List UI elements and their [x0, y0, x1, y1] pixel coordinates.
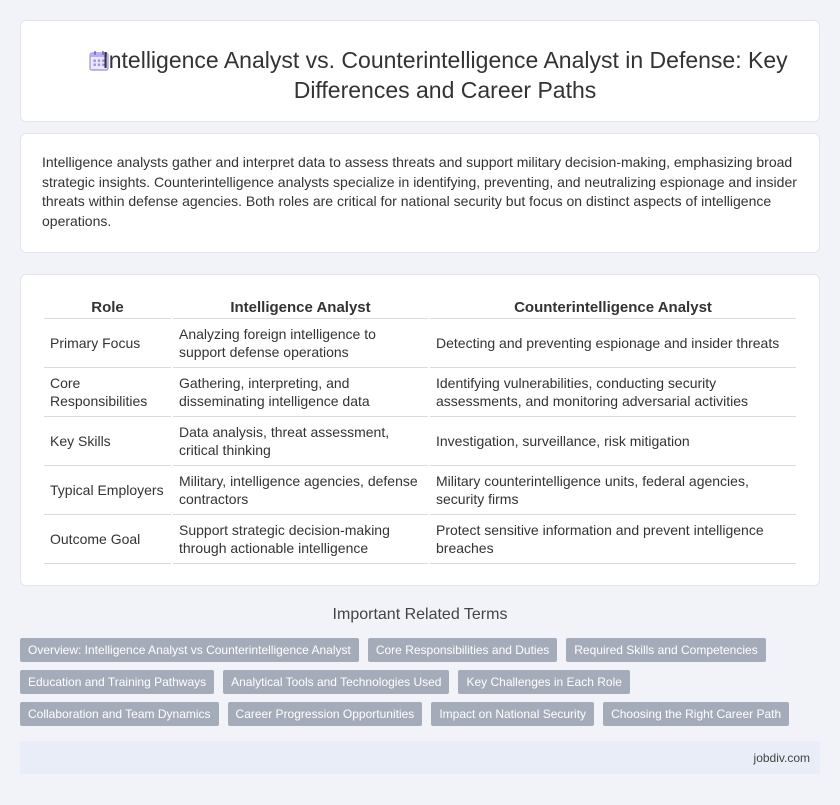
related-term-tag[interactable]: Choosing the Right Career Path [603, 702, 789, 726]
column-header-role: Role [44, 295, 171, 319]
table-cell: Protect sensitive information and prevent intelligence breaches [430, 515, 796, 564]
related-term-tag[interactable]: Collaboration and Team Dynamics [20, 702, 219, 726]
table-cell: Gathering, interpreting, and disseminating intelligence data [173, 368, 428, 417]
comparison-table [42, 295, 798, 564]
footer [20, 741, 820, 774]
table-row [44, 515, 796, 564]
table-cell: Identifying vulnerabilities, conducting security assessments, and monitoring adversarial activities [430, 368, 796, 417]
footer-site-link[interactable]: jobdiv.com [753, 751, 810, 765]
column-header-counterintelligence-analyst: Counterintelligence Analyst [430, 295, 796, 319]
row-label: Key Skills [44, 417, 171, 466]
column-header-intelligence-analyst: Intelligence Analyst [173, 295, 428, 319]
related-term-tag[interactable]: Key Challenges in Each Role [458, 670, 629, 694]
table-header-row [44, 295, 796, 319]
table-row [44, 466, 796, 515]
intro-card [20, 133, 820, 253]
table-row [44, 319, 796, 368]
table-cell: Data analysis, threat assessment, critical thinking [173, 417, 428, 466]
intro-paragraph: Intelligence analysts gather and interpret data to assess threats and support military decision-making, emphasizing broad strategic insights. Counterintelligence analysts specialize in identifying, preventing, and neutralizing espionage and insider threats within defense agencies. Both roles are critical for national security but focus on distinct aspects of intelligence operations. [42, 154, 797, 229]
related-term-tag[interactable]: Impact on National Security [431, 702, 594, 726]
related-terms-heading: Important Related Terms [332, 606, 508, 623]
row-label: Typical Employers [44, 466, 171, 515]
related-term-tag[interactable]: Analytical Tools and Technologies Used [223, 670, 449, 694]
related-term-tag[interactable]: Required Skills and Competencies [566, 638, 765, 662]
row-label: Primary Focus [44, 319, 171, 368]
table-row [44, 417, 796, 466]
related-term-tag[interactable]: Core Responsibilities and Duties [368, 638, 557, 662]
related-terms-list [20, 638, 820, 726]
related-term-tag[interactable]: Career Progression Opportunities [228, 702, 423, 726]
table-cell: Military counterintelligence units, federal agencies, security firms [430, 466, 796, 515]
related-term-tag[interactable]: Overview: Intelligence Analyst vs Counterintelligence Analyst [20, 638, 359, 662]
row-label: Outcome Goal [44, 515, 171, 564]
related-term-tag[interactable]: Education and Training Pathways [20, 670, 214, 694]
table-cell: Analyzing foreign intelligence to support defense operations [173, 319, 428, 368]
table-row [44, 368, 796, 417]
comparison-table-card [20, 274, 820, 586]
table-cell: Investigation, surveillance, risk mitigation [430, 417, 796, 466]
table-cell: Military, intelligence agencies, defense contractors [173, 466, 428, 515]
page-title: Intelligence Analyst vs. Counterintelligence Analyst in Defense: Key Differences and Career Paths [102, 47, 788, 103]
header-card [20, 20, 820, 122]
table-cell: Detecting and preventing espionage and insider threats [430, 319, 796, 368]
row-label: Core Responsibilities [44, 368, 171, 417]
table-cell: Support strategic decision-making through actionable intelligence [173, 515, 428, 564]
